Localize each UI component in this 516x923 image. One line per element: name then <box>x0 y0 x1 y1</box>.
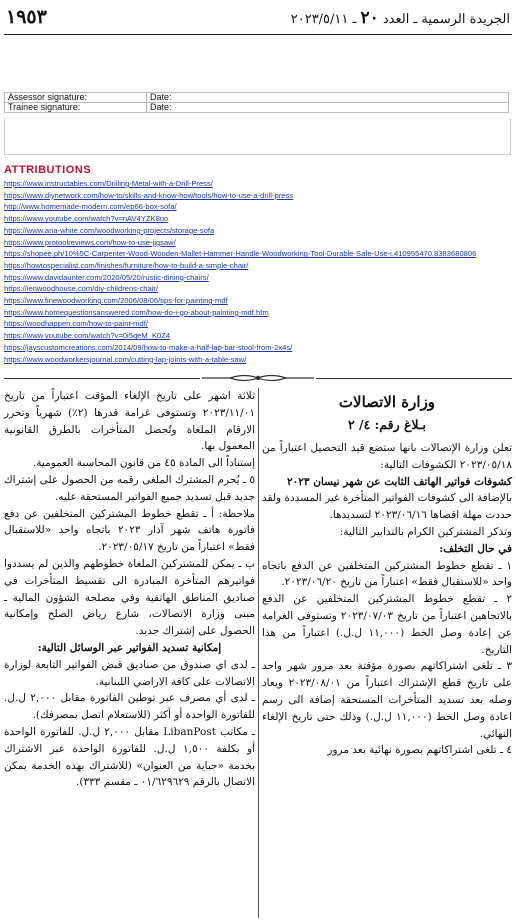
attribution-link[interactable]: https://www.woodworkersjournal.com/cutting-lap-joints-with-a-table-saw/ <box>4 354 247 364</box>
attribution-link[interactable]: https://shopee.ph/10%5C-Carpenter-Wood-Wooden-Mallet-Hammer-Handle-Woodworking-Tool-Durable-Safe-Use-i.410955470.8383680806 <box>4 249 477 259</box>
attribution-links <box>4 178 512 365</box>
gazette-title <box>291 8 510 28</box>
note-b: ب ـ يمكن للمشتركين الملغاة خطوطهم والذين لم يسددوا فواتيرهم المتأخرة المبادرة الى تقسيط المتأخرات في صناديق المناطق الهاتفية وفي مصلحة الشؤون المالية ـ مبنى وزارة الاتصالات، شارع رياض الصلح وإمكانية الحصول على إشتراك جديد. <box>4 557 255 638</box>
issue-number: ٢٠ <box>360 8 379 28</box>
unpaid-paragraph: بالإضافة الى كشوفات الفواتير المتأخرة غير المسددة ولقد حددت مهلة اقصاها ٢٠٢٣/٠٦/١٦ لتسديدها. <box>262 492 512 522</box>
note-a: ملاحظة: أ ـ تقطع خطوط المشتركين المتخلفين عن دفع فاتورة هاتف شهر آذار ٢٠٢٣ باتجاه واحد «للاستقبال فقط» اعتباراً من تاريخ ٢٠٢٣/٠٥/١٧. <box>4 507 255 554</box>
attributions-title: ATTRIBUTIONS <box>4 164 92 176</box>
right-column <box>262 388 512 759</box>
cancellation-paragraph: ثلاثة اشهر على تاريخ الإلغاء المؤقت اعتباراً من تاريخ ٢٠٢٣/١١/٠١ وتستوفى غرامة قدرها (٢٪) شهرياً وتحرر الارقام الملغاة وتُحصل المتأخرات بالطرق القانونية المعمول بها. <box>4 390 255 453</box>
attribution-link[interactable]: https://www.finewoodworking.com/2006/08/06/tips-for-painting-mdf <box>4 296 228 306</box>
legal-basis-paragraph: إستناداً الى المادة ٤٥ من قانون المحاسبة العمومية. <box>32 457 255 470</box>
payment-methods-heading: إمكانية تسديد الفواتير عبر الوسائل التالية: <box>37 641 222 654</box>
page-header <box>4 4 512 30</box>
default-case-heading: في حال التخلف: <box>439 542 512 555</box>
trainee-date-label: Date: <box>147 103 509 113</box>
attribution-link[interactable]: https://jayscustomcreations.com/2014/09/how-to-make-a-half-lap-bar-stool-from-2x4s/ <box>4 342 293 352</box>
assessor-signature-label: Assessor signature: <box>5 93 147 103</box>
attribution-link[interactable]: https://www.homequestionsanswered.com/how-do-i-go-about-painting-mdf.htm <box>4 307 269 317</box>
ministry-title: وزارة الاتصالات <box>338 393 436 411</box>
trainee-signature-label: Trainee signature: <box>5 103 147 113</box>
assessor-row <box>5 93 509 103</box>
bills-heading: كشوفات فواتير الهاتف الثابت عن شهر نيسان ٢٠٢٣ <box>286 475 512 488</box>
payment-method-2: ـ لدى أي مصرف عبر توطين الفاتورة مقابل ٢,٠٠٠ ل.ل. للفاتورة الواحدة أو أكثر (للاستعلام اتصل بمصرفك). <box>4 692 255 722</box>
notice-number: بـلاغ رقم: ٤/ ٢ <box>347 417 427 432</box>
header-rule <box>4 34 512 35</box>
measure-item-2: ٢ ـ تقطع خطوط المشتركين المتخلفين عن الدفع بالاتجاهين اعتباراً من تاريخ ٢٠٢٣/٠٧/٠٣ وتستوفى الغرامة عن إعادة وصل الخط (١١,٠٠٠ ل.ل.) اعتباراً من هذا التاريخ. <box>262 593 512 656</box>
signature-table <box>4 92 509 113</box>
attribution-link[interactable]: https://howtospecialist.com/finishes/furniture/how-to-build-a-simple-chair/ <box>4 260 249 270</box>
measure-item-5: ٥ ـ يُحرم المشترك الملغى رقمه من الحصول على إشتراك جديد قبل تسديد جميع الفواتير المستحقة عليه. <box>4 473 255 503</box>
attribution-link[interactable]: http://www.homemade-modern.com/ep66-box-sofa/ <box>4 202 177 212</box>
measure-item-1: ١ ـ تقطع خطوط المشتركين المتخلفين عن الدفع باتجاه واحد «للاستقبال فقط» اعتباراً من تاريخ ٢٠٢٣/٠٦/٢٠. <box>262 559 512 589</box>
page-number: ١٩٥٣ <box>6 6 47 28</box>
attribution-link[interactable]: https://www.youtube.com/watch?v=0i5qeM_K0Z4 <box>4 331 171 341</box>
attribution-link[interactable]: https://woodhappen.com/how-to-paint-mdf/ <box>4 319 148 329</box>
intro-paragraph: تعلن وزارة الإتصالات بانها ستضع قيد التحصيل اعتباراً من ٢٠٢٣/٠٥/١٨ الكشوفات التالية: <box>262 442 512 471</box>
payment-method-3: ـ مكاتب LibanPost مقابل ٢,٠٠٠ ل.ل. للفاتورة الواحدة أو بكلفة ١,٥٠٠ ل.ل. للفاتورة الواحدة عبر الاشتراك بخدمة «جباية من العنوان» (للاشتراك بهذه الخدمة يمكن الاتصال بالرقم ٠١/٦٢٩٦٢٩ ـ مقسم ٣٣٣). <box>4 725 256 789</box>
attribution-link[interactable]: https://www.youtube.com/watch?v=nAV4YZK8no <box>4 214 169 224</box>
payment-method-1: ـ لدى اي صندوق من صناديق قبض الفواتير التابعة لوزارة الاتصالات على كافة الاراضي اللبنانية. <box>4 658 255 688</box>
attribution-link[interactable]: https://www.davidaunter.com/2020/05/20/rustic-dining-chairs/ <box>4 272 209 282</box>
attribution-link[interactable]: https://www.instructables.com/Drilling-Metal-with-a-Drill-Press/ <box>4 179 213 188</box>
attribution-link[interactable]: https://www.diynetwork.com/how-to/skills-and-know-how/tools/how-to-use-a-drill-press <box>4 190 294 200</box>
reminder-paragraph: وتذكر المشتركين الكرام بالتدابير التالية: <box>339 525 512 538</box>
attribution-link[interactable]: https://www.ana-white.com/woodworking-projects/storage-sofa <box>4 225 215 235</box>
left-column <box>4 388 255 791</box>
divider-ornament <box>200 373 316 383</box>
gazette-title-text: الجريدة الرسمية ـ العدد <box>382 12 510 27</box>
trainee-row <box>5 103 509 113</box>
assessor-date-label: Date: <box>147 93 509 103</box>
measure-item-4: ٤ ـ تلغى اشتراكاتهم بصورة نهائية بعد مرور <box>327 744 512 757</box>
signature-box <box>4 118 511 155</box>
attribution-link[interactable]: https://www.protoolreviews.com/how-to-use-jigsaw/ <box>4 237 176 247</box>
attribution-link[interactable]: https://ienwoodhouse.com/diy-childrens-chair/ <box>4 284 159 294</box>
measure-item-3: ٣ ـ تلغى اشتراكاتهم بصورة مؤقتة بعد مرور شهر واحد على تاريخ قطع الإشتراك اعتباراً من ٢٠٢٣/٠٨/٠١ ويعاد وصله بعد تسديد المتأخرات المستحقة إضافة الى رسم اعادة وصل الخط (١١,٠٠٠ ل.ل.) وذلك حتى تاريخ الإلغاء النهائي. <box>262 660 513 740</box>
issue-date: ـ ٢٠٢٣/٥/١١ <box>290 12 357 27</box>
column-divider <box>258 388 259 918</box>
